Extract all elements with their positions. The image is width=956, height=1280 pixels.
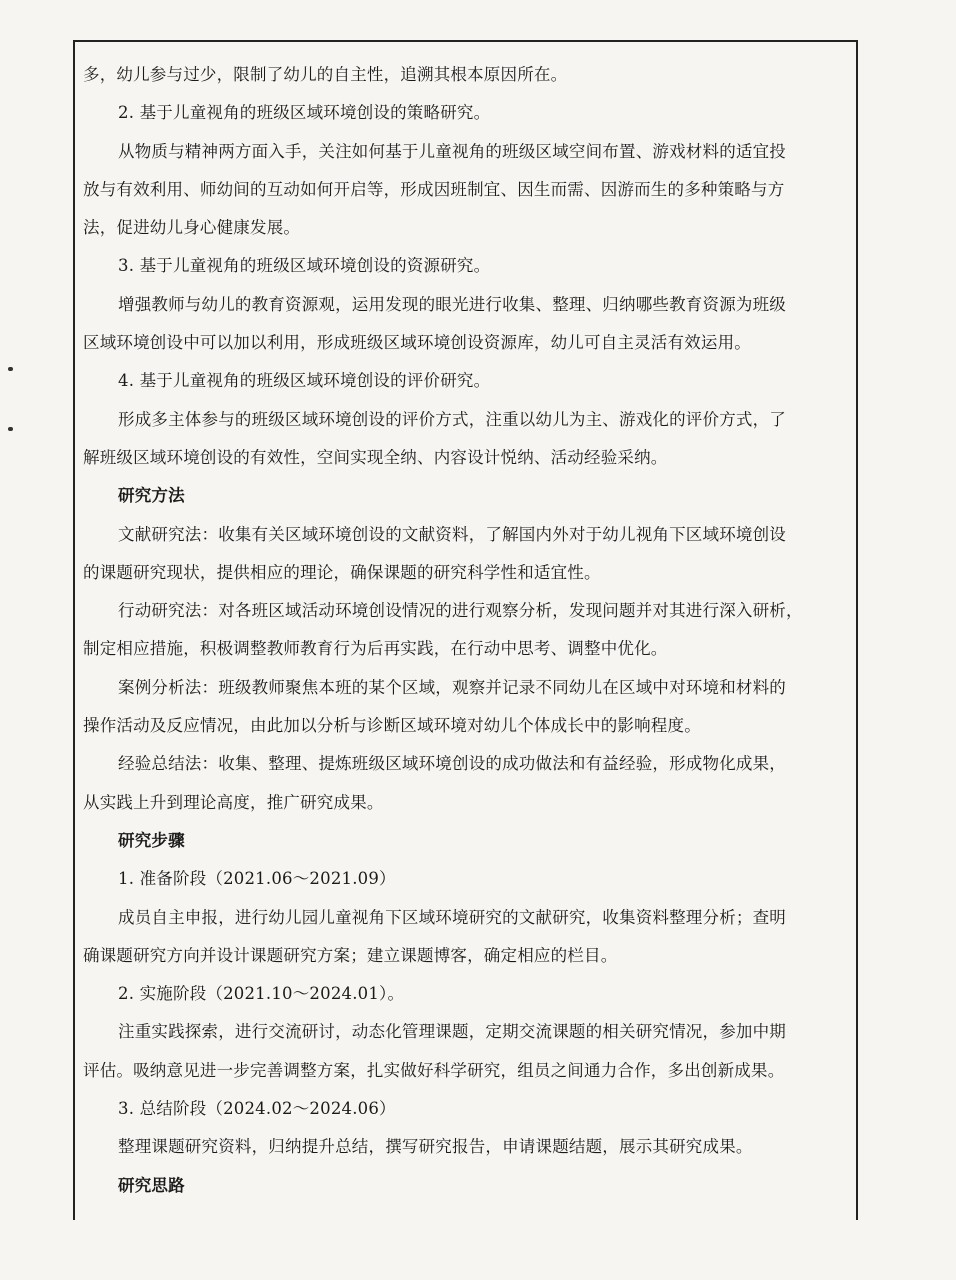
text-line: 3. 基于儿童视角的班级区域环境创设的资源研究。 xyxy=(118,256,491,276)
text-line: 形成多主体参与的班级区域环境创设的评价方式，注重以幼儿为主、游戏化的评价方式，了 xyxy=(118,409,786,429)
text-line: 案例分析法：班级教师聚焦本班的某个区域，观察并记录不同幼儿在区域中对环境和材料的 xyxy=(118,677,786,697)
text-line: 注重实践探索，进行交流研讨，动态化管理课题，定期交流课题的相关研究情况，参加中期 xyxy=(118,1022,786,1042)
text-line: 成员自主申报，进行幼儿园儿童视角下区域环境研究的文献研究，收集资料整理分析；查明 xyxy=(118,907,786,927)
section-heading: 研究方法 xyxy=(118,486,185,506)
text-line: 1. 准备阶段（2021.06～2021.09） xyxy=(118,869,396,889)
text-line: 确课题研究方向并设计课题研究方案；建立课题博客，确定相应的栏目。 xyxy=(83,945,618,965)
text-line: 制定相应措施，积极调整教师教育行为后再实践，在行动中思考、调整中优化。 xyxy=(83,639,668,659)
text-line: 评估。吸纳意见进一步完善调整方案，扎实做好科学研究，组员之间通力合作，多出创新成果。 xyxy=(83,1060,785,1080)
text-line: 经验总结法：收集、整理、提炼班级区域环境创设的成功做法和有益经验，形成物化成果， xyxy=(118,754,786,774)
text-line: 的课题研究现状，提供相应的理论，确保课题的研究科学性和适宜性。 xyxy=(83,562,601,582)
text-line: 2. 实施阶段（2021.10～2024.01）。 xyxy=(118,984,405,1004)
text-line: 3. 总结阶段（2024.02～2024.06） xyxy=(118,1099,396,1119)
text-line: 多，幼儿参与过少，限制了幼儿的自主性，追溯其根本原因所在。 xyxy=(83,65,568,84)
text-line: 解班级区域环境创设的有效性，空间实现全纳、内容设计悦纳、活动经验采纳。 xyxy=(83,447,668,467)
text-line: 整理课题研究资料，归纳提升总结，撰写研究报告，申请课题结题，展示其研究成果。 xyxy=(118,1137,753,1157)
text-line: 2. 基于儿童视角的班级区域环境创设的策略研究。 xyxy=(118,103,491,123)
text-line: 操作活动及反应情况，由此加以分析与诊断区域环境对幼儿个体成长中的影响程度。 xyxy=(83,716,701,736)
section-heading: 研究步骤 xyxy=(118,830,185,850)
scan-speck xyxy=(8,367,13,371)
text-line: 放与有效利用、师幼间的互动如何开启等，形成因班制宜、因生而需、因游而生的多种策略与方 xyxy=(83,179,785,199)
text-line: 增强教师与幼儿的教育资源观，运用发现的眼光进行收集、整理、归纳哪些教育资源为班级 xyxy=(118,294,786,314)
text-line: 从物质与精神两方面入手，关注如何基于儿童视角的班级区域空间布置、游戏材料的适宜投 xyxy=(118,141,786,161)
document-body xyxy=(83,56,853,1205)
text-line: 区域环境创设中可以加以利用，形成班级区域环境创设资源库，幼儿可自主灵活有效运用。 xyxy=(83,333,751,353)
scan-speck xyxy=(8,427,13,431)
text-line: 从实践上升到理论高度，推广研究成果。 xyxy=(83,792,384,812)
text-line: 文献研究法：收集有关区域环境创设的文献资料，了解国内外对于幼儿视角下区域环境创设 xyxy=(118,524,786,544)
section-heading: 研究思路 xyxy=(118,1175,185,1195)
text-line: 4. 基于儿童视角的班级区域环境创设的评价研究。 xyxy=(118,371,491,391)
text-line: 法，促进幼儿身心健康发展。 xyxy=(83,218,301,238)
text-line: 行动研究法：对各班区域活动环境创设情况的进行观察分析，发现问题并对其进行深入研析， xyxy=(118,601,803,621)
